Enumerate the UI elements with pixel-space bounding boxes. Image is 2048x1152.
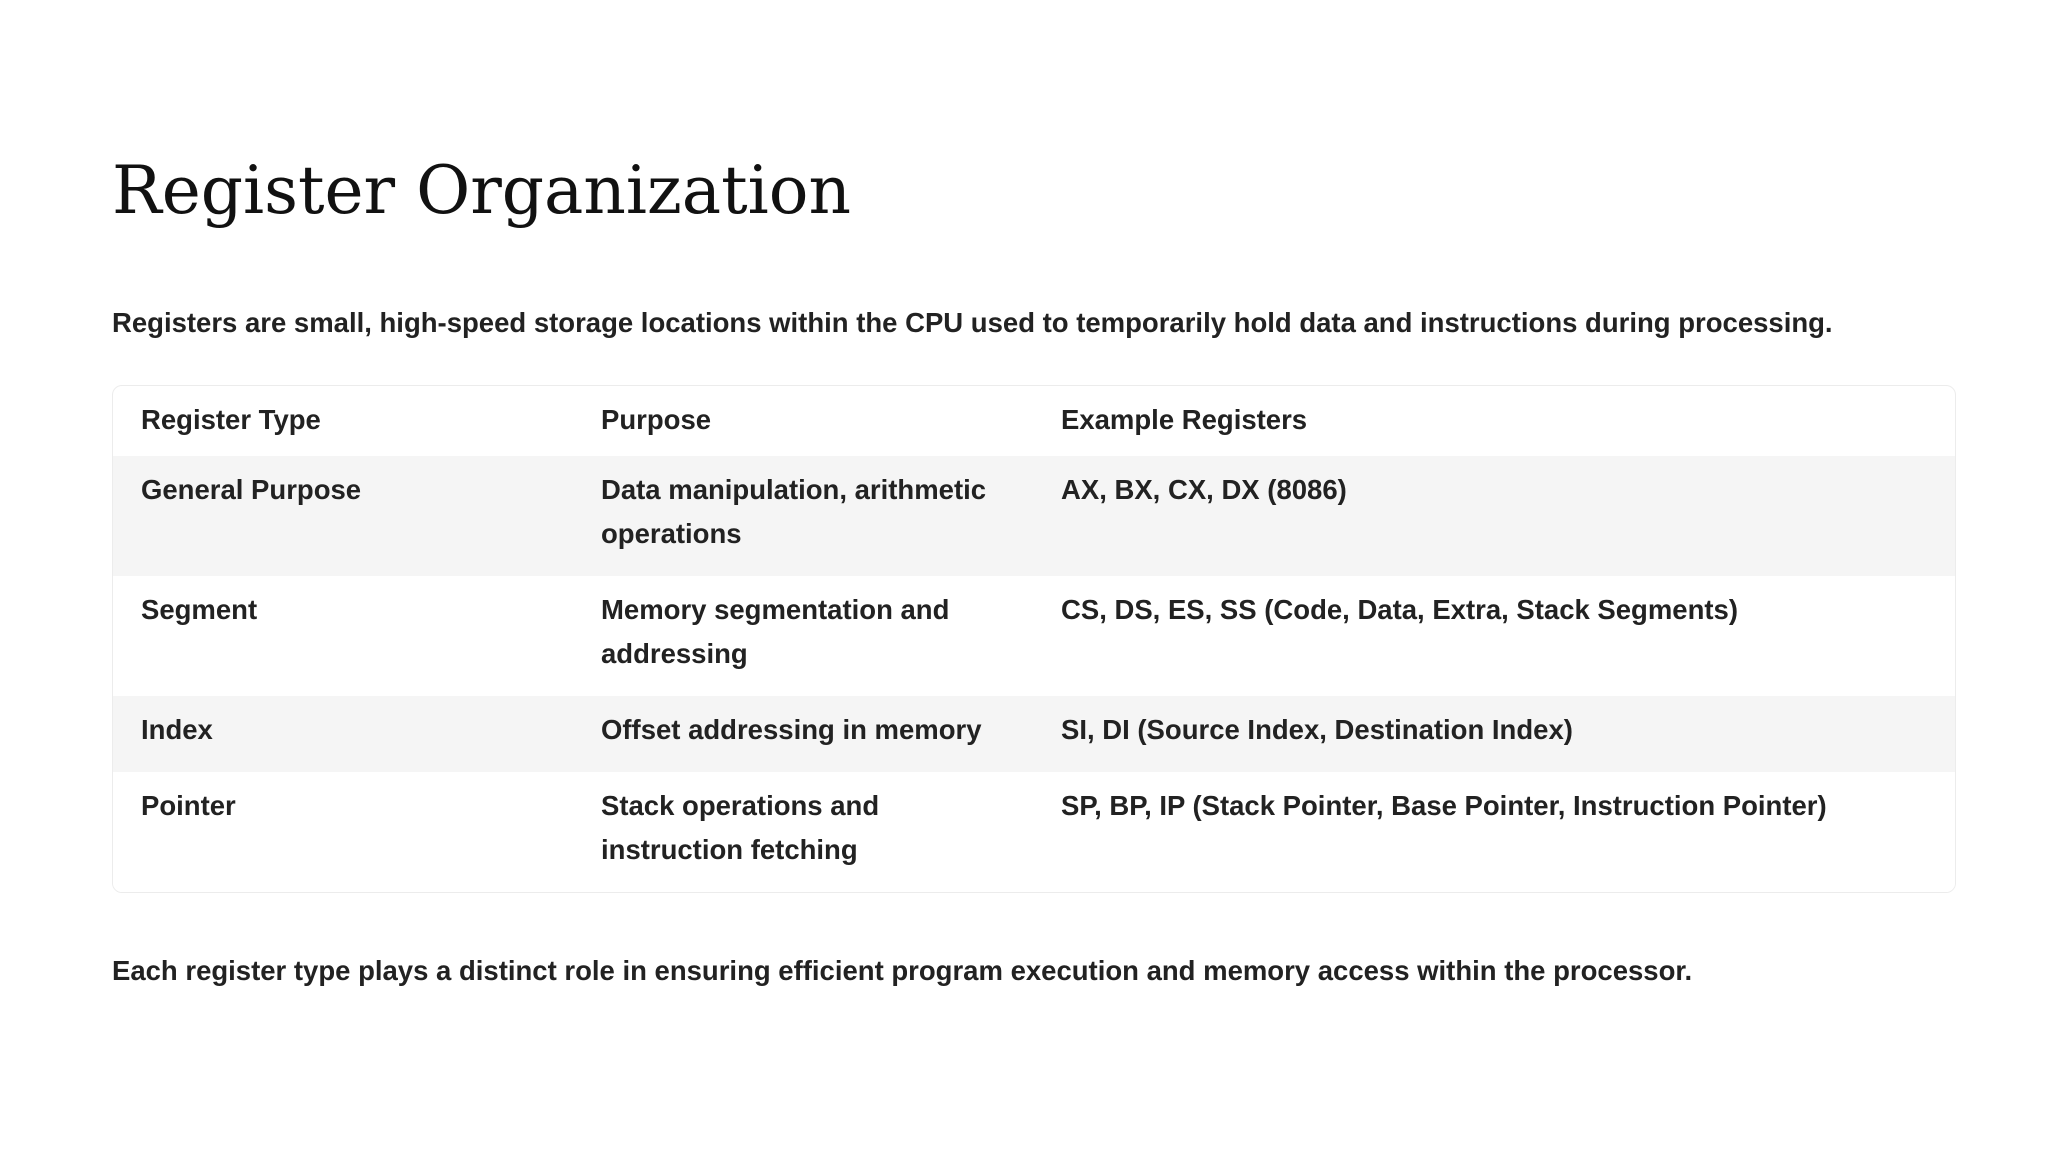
- cell-purpose: Memory segmentation and addressing: [601, 594, 950, 669]
- cell-register-type: Segment: [141, 594, 258, 625]
- cell-purpose: Stack operations and instruction fetching: [601, 790, 880, 865]
- header-register-type: Register Type: [141, 404, 321, 435]
- cell-register-type: Index: [141, 714, 213, 745]
- table-row: [113, 576, 1955, 696]
- header-example-registers: Example Registers: [1061, 404, 1308, 435]
- table-header-row: [113, 386, 1955, 456]
- cell-example-registers: AX, BX, CX, DX (8086): [1061, 474, 1347, 505]
- page-title: Register Organization: [112, 152, 851, 229]
- table-row: [113, 696, 1955, 772]
- register-table-card: [112, 385, 1956, 893]
- table-row: [113, 772, 1955, 892]
- intro-paragraph: Registers are small, high-speed storage locations within the CPU used to temporarily hold data and instructions during processing.: [112, 307, 1833, 338]
- cell-purpose: Offset addressing in memory: [601, 714, 982, 745]
- outro-paragraph: Each register type plays a distinct role in ensuring efficient program execution and memory access within the processor.: [112, 955, 1693, 986]
- cell-purpose: Data manipulation, arithmetic operations: [601, 474, 987, 549]
- cell-example-registers: SI, DI (Source Index, Destination Index): [1061, 714, 1573, 745]
- cell-register-type: General Purpose: [141, 474, 362, 505]
- cell-register-type: Pointer: [141, 790, 236, 821]
- cell-example-registers: SP, BP, IP (Stack Pointer, Base Pointer, Instruction Pointer): [1061, 790, 1827, 821]
- header-purpose: Purpose: [601, 404, 712, 435]
- register-table: [113, 386, 1955, 892]
- cell-example-registers: CS, DS, ES, SS (Code, Data, Extra, Stack Segments): [1061, 594, 1739, 625]
- table-row: [113, 456, 1955, 576]
